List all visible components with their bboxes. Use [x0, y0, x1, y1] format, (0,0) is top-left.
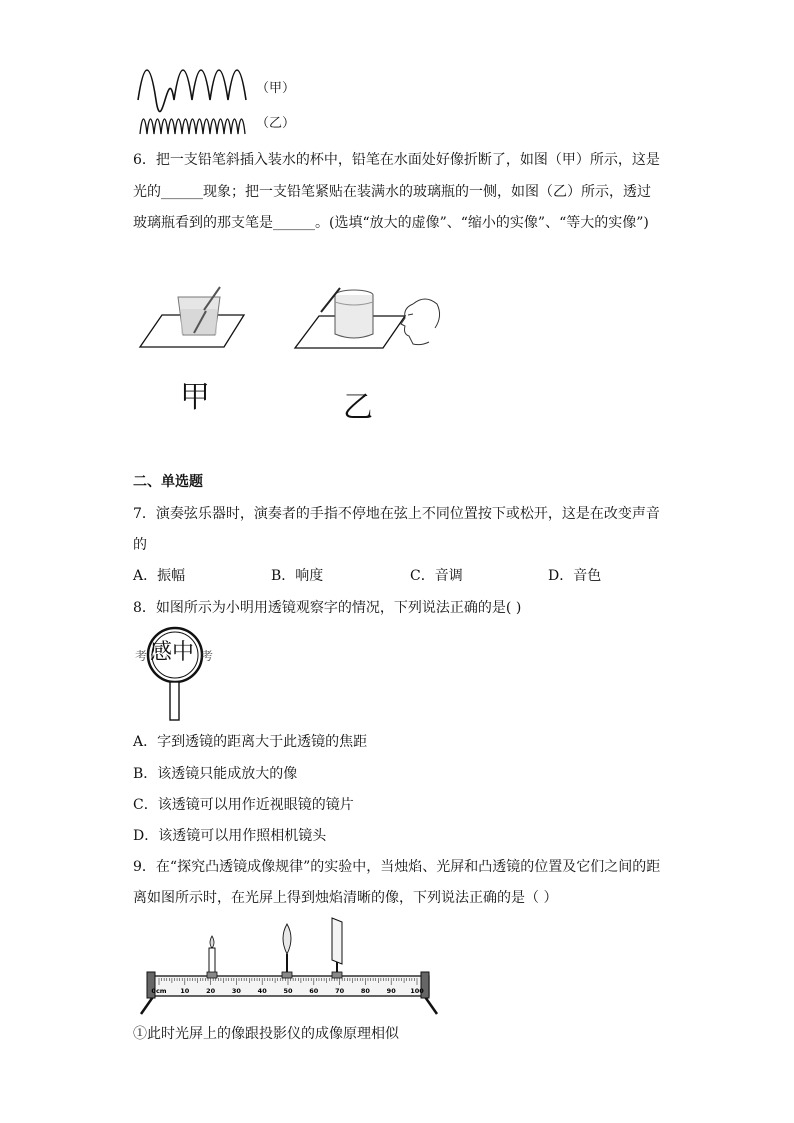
q9-optical-bench: [135, 918, 445, 1018]
q6-fig-label-b: 乙: [343, 390, 373, 425]
q7-option-b[interactable]: B．响度: [271, 568, 324, 584]
q6-line2: 光的______现象；把一支铅笔紧贴在装满水的玻璃瓶的一侧，如图（乙）所示，透过: [133, 184, 651, 200]
q7-line1: 7．演奏弦乐器时，演奏者的手指不停地在弦上不同位置按下或松开，这是在改变声音: [133, 506, 660, 522]
ruler-label: 70: [335, 987, 345, 995]
wave-label-a: （甲）: [256, 81, 296, 96]
q9-line1: 9．在“探究凸透镜成像规律”的实验中，当烛焰、光屏和凸透镜的位置及它们之间的距: [133, 859, 661, 875]
ruler-label: 80: [360, 987, 370, 995]
wave-a: [138, 70, 246, 112]
q7-line2: 的: [133, 537, 147, 553]
ruler-label: 0cm: [151, 987, 167, 995]
q8-stem: 8．如图所示为小明用透镜观察字的情况，下列说法正确的是( ): [133, 600, 522, 616]
wave-figure: [138, 62, 258, 137]
ruler-label: 10: [180, 987, 190, 995]
q8-option-a[interactable]: A．字到透镜的距离大于此透镜的焦距: [133, 734, 368, 750]
ruler-label: 60: [309, 987, 319, 995]
q8-fig-center-text: 感中: [150, 640, 195, 665]
q7-option-c[interactable]: C．音调: [410, 568, 463, 584]
section-title: 二、单选题: [133, 474, 203, 490]
ruler-label: 90: [386, 987, 396, 995]
ruler-label: 20: [206, 987, 216, 995]
ruler-label: 100: [410, 987, 424, 995]
q8-option-b[interactable]: B．该透镜只能成放大的像: [133, 766, 298, 782]
candle: [207, 936, 217, 978]
q7-option-a[interactable]: A．振幅: [133, 568, 186, 584]
ruler-label: 40: [257, 987, 267, 995]
q9-line2: 离如图所示时，在光屏上得到烛焰清晰的像，下列说法正确的是（ ）: [133, 890, 558, 906]
wave-b: [140, 119, 245, 134]
q9-statement-1: ①此时光屏上的像跟投影仪的成像原理相似: [133, 1026, 399, 1042]
q8-option-c[interactable]: C．该透镜可以用作近视眼镜的镜片: [133, 797, 354, 813]
q6-line1: 6．把一支铅笔斜插入装水的杯中，铅笔在水面处好像折断了，如图（甲）所示，这是: [133, 152, 660, 168]
q8-option-d[interactable]: D．该透镜可以用作照相机镜头: [133, 828, 327, 844]
q6-line3: 玻璃瓶看到的那支笔是______。(选填“放大的虚像”、“缩小的实像”、“等大的实像”): [133, 215, 649, 231]
wave-label-b: （乙）: [256, 116, 296, 131]
q6-figure-glass: [140, 285, 260, 355]
q7-option-d[interactable]: D．音色: [548, 568, 602, 584]
q8-fig-right-char: 考: [201, 649, 214, 663]
q6-fig-label-a: 甲: [180, 380, 210, 415]
convex-lens: [282, 924, 292, 978]
q6-figure-bottle: [295, 282, 445, 357]
q8-fig-left-char: 考: [135, 649, 148, 663]
ruler-label: 30: [231, 987, 241, 995]
light-screen: [332, 918, 342, 978]
ruler-label: 50: [283, 987, 293, 995]
